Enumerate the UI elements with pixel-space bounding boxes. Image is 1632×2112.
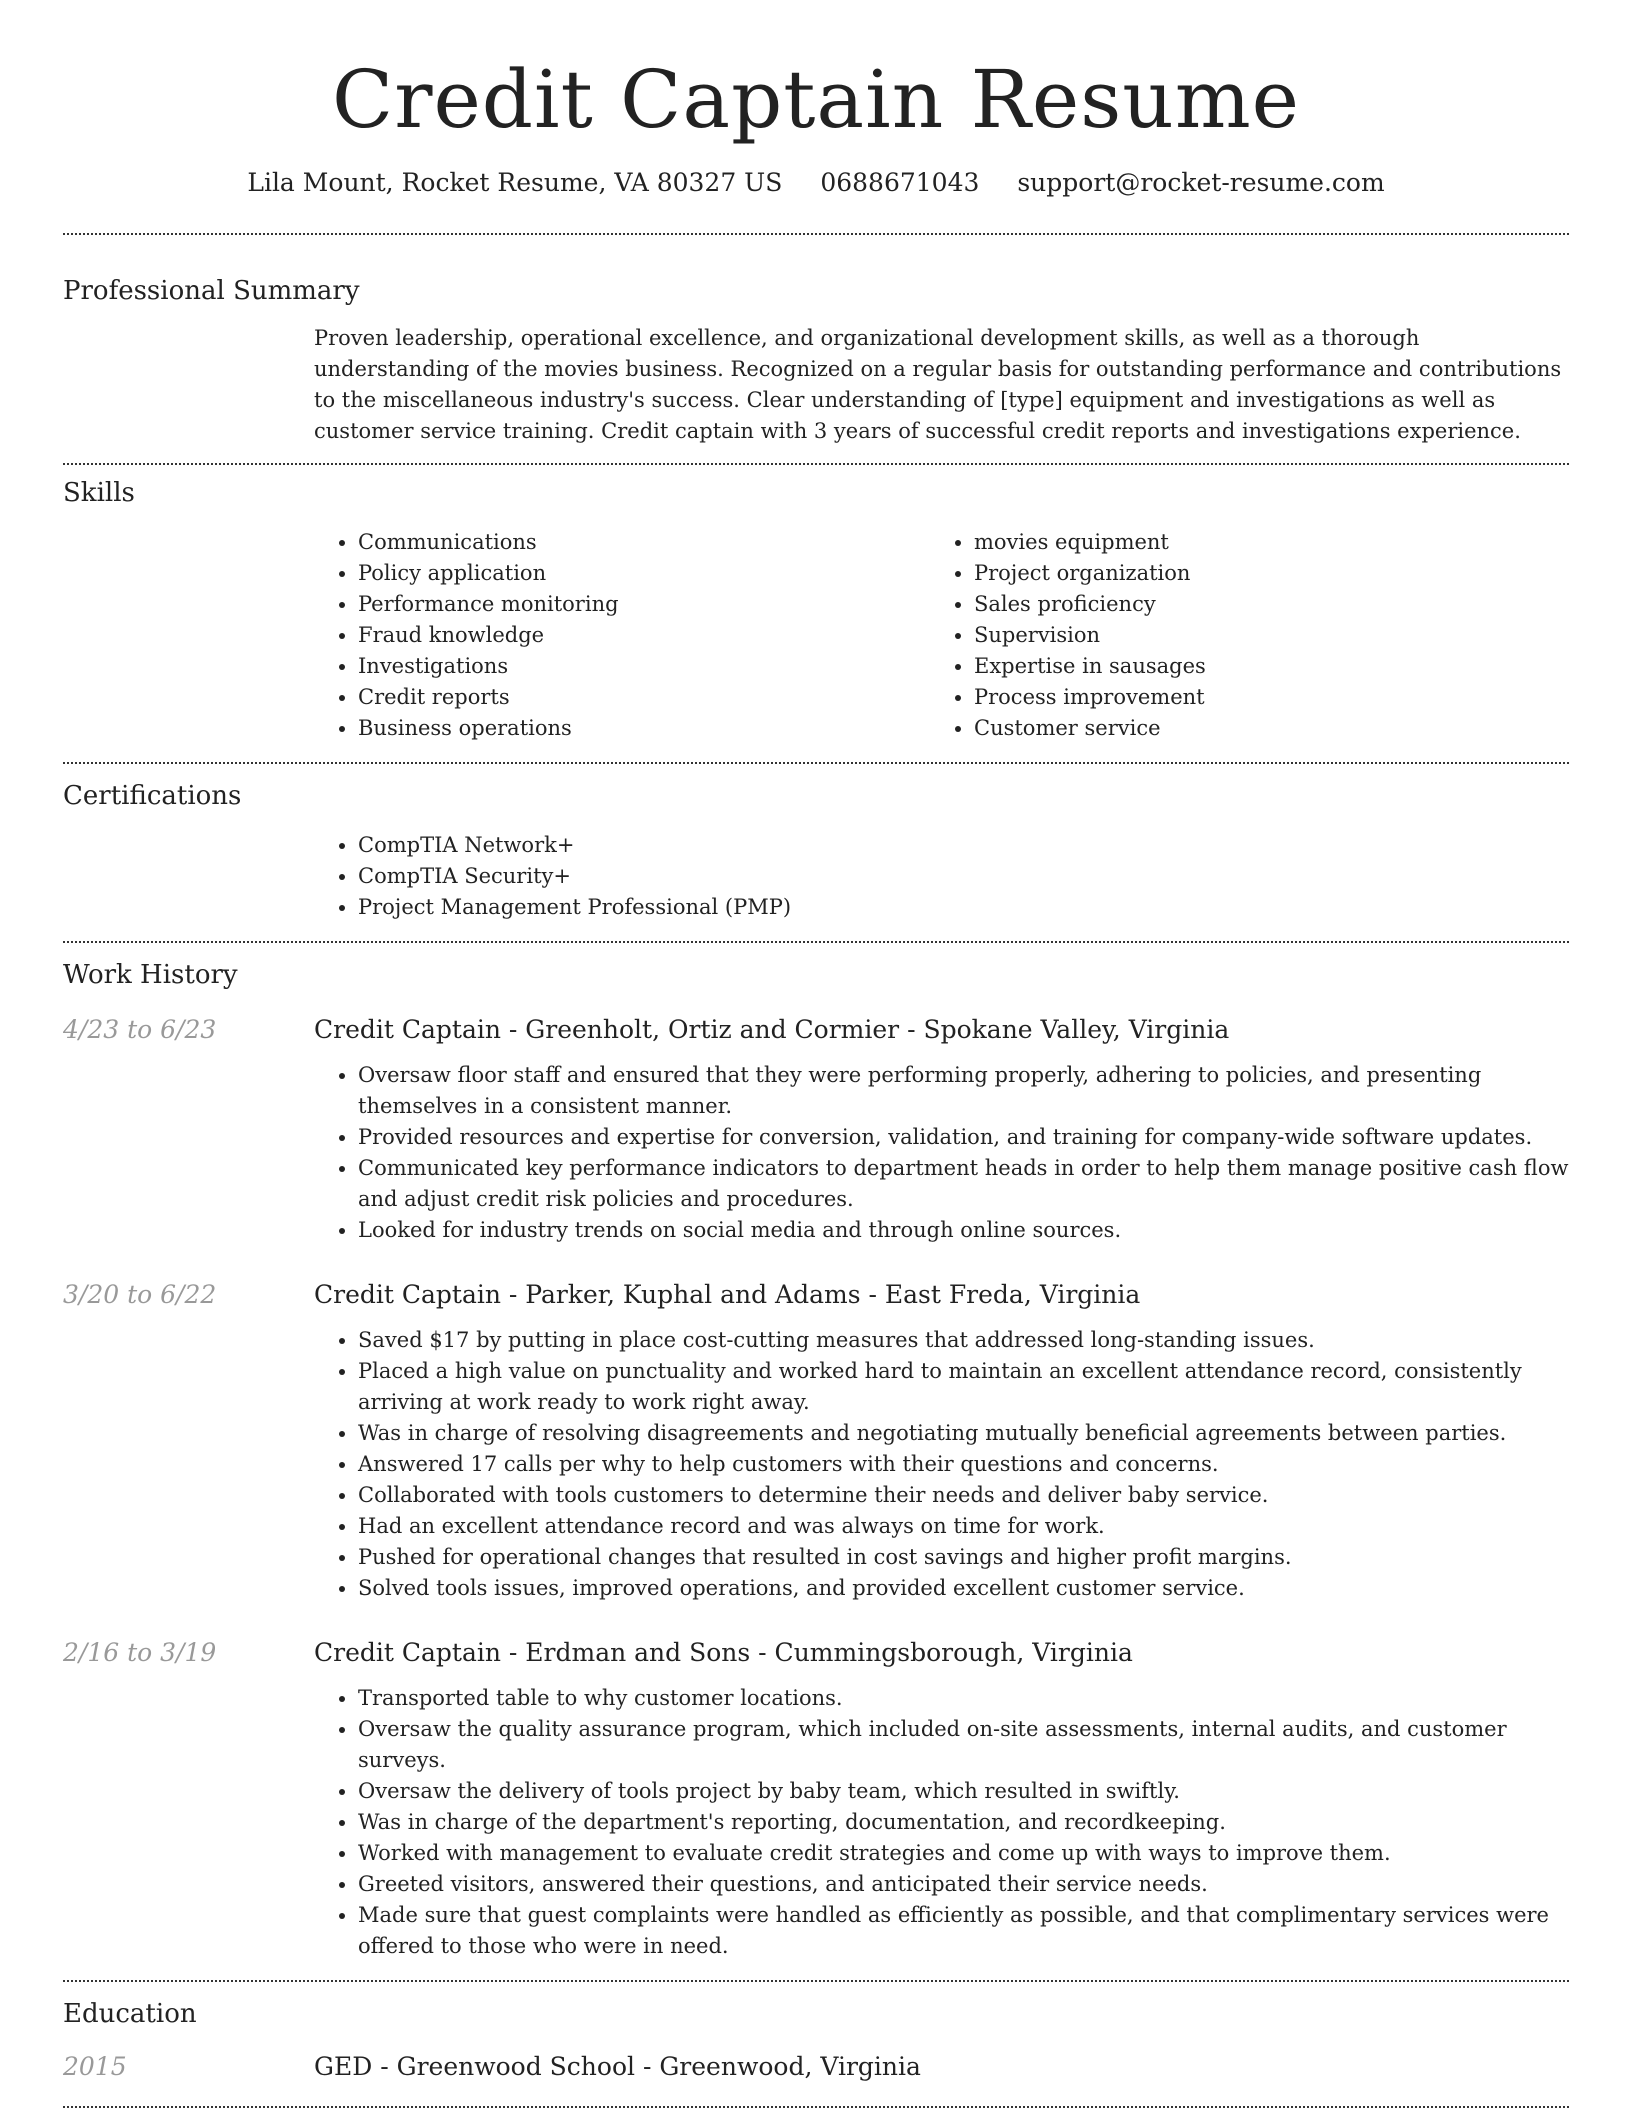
resume-title: Credit Captain Resume xyxy=(331,53,1301,146)
certification-item: • CompTIA Security+ xyxy=(358,861,1569,892)
work-history-section xyxy=(63,943,1569,1980)
work-history-heading: Work History xyxy=(63,960,238,990)
contact-email: support@rocket-resume.com xyxy=(1017,168,1385,197)
job-dates: 4/23 to 6/23 xyxy=(63,1015,217,1044)
summary-heading: Professional Summary xyxy=(63,276,360,306)
job-dates: 3/20 to 6/22 xyxy=(63,1280,217,1309)
job-bullet: • Answered 17 calls per why to help customers with their questions and concerns. xyxy=(358,1449,1569,1480)
job-bullet: • Oversaw the delivery of tools project by baby team, which resulted in swiftly. xyxy=(358,1776,1569,1807)
education-section xyxy=(63,1982,1569,2084)
job-bullet: • Oversaw the quality assurance program, which included on-site assessments, internal audits, and customer surveys. xyxy=(358,1714,1569,1776)
job-bullet: • Solved tools issues, improved operations, and provided excellent customer service. xyxy=(358,1573,1569,1604)
job-bullet: • Was in charge of resolving disagreements and negotiating mutually beneficial agreements between parties. xyxy=(358,1418,1569,1449)
job-bullet: • Collaborated with tools customers to determine their needs and deliver baby service. xyxy=(358,1480,1569,1511)
skill-item: • Supervision xyxy=(974,620,1569,651)
job-bullet: • Pushed for operational changes that resulted in cost savings and higher profit margins. xyxy=(358,1542,1569,1573)
job-bullet: • Was in charge of the department's reporting, documentation, and recordkeeping. xyxy=(358,1807,1569,1838)
job-entry xyxy=(63,1013,1569,1246)
skill-item: • Business operations xyxy=(358,713,930,744)
certifications-heading: Certifications xyxy=(63,781,242,811)
skills-section xyxy=(63,465,1569,744)
certification-item: • Project Management Professional (PMP) xyxy=(358,892,1569,923)
education-heading: Education xyxy=(63,1999,197,2029)
divider xyxy=(63,2106,1569,2108)
job-bullets xyxy=(314,1683,1569,1962)
skill-item: • Policy application xyxy=(358,558,930,589)
skill-item: • Communications xyxy=(358,527,930,558)
job-bullet: • Oversaw floor staff and ensured that they were performing properly, adhering to policies, and presenting themselves in a consistent manner. xyxy=(358,1060,1569,1122)
skill-item: • Credit reports xyxy=(358,682,930,713)
job-bullet: • Communicated key performance indicators to department heads in order to help them manage positive cash flow and adjust credit risk policies and procedures. xyxy=(358,1153,1569,1215)
certifications-list xyxy=(314,830,1569,923)
summary-section xyxy=(63,235,1569,447)
skills-list-left xyxy=(314,527,930,744)
job-bullet: • Placed a high value on punctuality and worked hard to maintain an excellent attendance record, consistently arriving at work ready to work right away. xyxy=(358,1356,1569,1418)
education-date: 2015 xyxy=(63,2052,127,2081)
job-title: Credit Captain - Parker, Kuphal and Adams - East Freda, Virginia xyxy=(314,1280,1141,1309)
job-bullet: • Transported table to why customer locations. xyxy=(358,1683,1569,1714)
job-bullet: • Had an excellent attendance record and was always on time for work. xyxy=(358,1511,1569,1542)
education-entry xyxy=(63,2050,1569,2084)
contact-phone: 0688671043 xyxy=(820,168,980,197)
job-bullet: • Provided resources and expertise for conversion, validation, and training for company-wide software updates. xyxy=(358,1122,1569,1153)
skill-item: • Project organization xyxy=(974,558,1569,589)
contact-line xyxy=(63,166,1569,200)
skill-item: • Expertise in sausages xyxy=(974,651,1569,682)
job-title: Credit Captain - Erdman and Sons - Cummingsborough, Virginia xyxy=(314,1638,1133,1667)
job-bullet: • Looked for industry trends on social media and through online sources. xyxy=(358,1215,1569,1246)
education-title: GED - Greenwood School - Greenwood, Virginia xyxy=(314,2052,921,2081)
certification-item: • CompTIA Network+ xyxy=(358,830,1569,861)
skill-item: • Performance monitoring xyxy=(358,589,930,620)
skills-heading: Skills xyxy=(63,478,135,508)
certifications-section xyxy=(63,764,1569,923)
skill-item: • Sales proficiency xyxy=(974,589,1569,620)
job-dates: 2/16 to 3/19 xyxy=(63,1638,217,1667)
contact-address: Lila Mount, Rocket Resume, VA 80327 US xyxy=(247,168,783,197)
job-bullets xyxy=(314,1060,1569,1246)
skill-item: • movies equipment xyxy=(974,527,1569,558)
summary-text: Proven leadership, operational excellence, and organizational development skills, as well as a thorough understanding of the movies business. Recognized on a regular basis for outstanding performance and contributions to the miscellaneous industry's success. Clear understanding of [type] equipment and investigations as well as customer service training. Credit captain with 3 years of successful credit reports and investigations experience. xyxy=(314,326,1562,443)
job-title: Credit Captain - Greenholt, Ortiz and Cormier - Spokane Valley, Virginia xyxy=(314,1015,1230,1044)
job-bullet: • Worked with management to evaluate credit strategies and come up with ways to improve them. xyxy=(358,1838,1569,1869)
job-entry xyxy=(63,1278,1569,1604)
job-entry xyxy=(63,1636,1569,1962)
skills-grid xyxy=(314,527,1569,744)
job-bullet: • Greeted visitors, answered their questions, and anticipated their service needs. xyxy=(358,1869,1569,1900)
skill-item: • Investigations xyxy=(358,651,930,682)
job-bullets xyxy=(314,1325,1569,1604)
job-bullet: • Saved $17 by putting in place cost-cutting measures that addressed long-standing issues. xyxy=(358,1325,1569,1356)
job-bullet: • Made sure that guest complaints were handled as efficiently as possible, and that complimentary services were offered to those who were in need. xyxy=(358,1900,1569,1962)
skills-list-right xyxy=(930,527,1569,744)
skill-item: • Customer service xyxy=(974,713,1569,744)
skill-item: • Fraud knowledge xyxy=(358,620,930,651)
skill-item: • Process improvement xyxy=(974,682,1569,713)
